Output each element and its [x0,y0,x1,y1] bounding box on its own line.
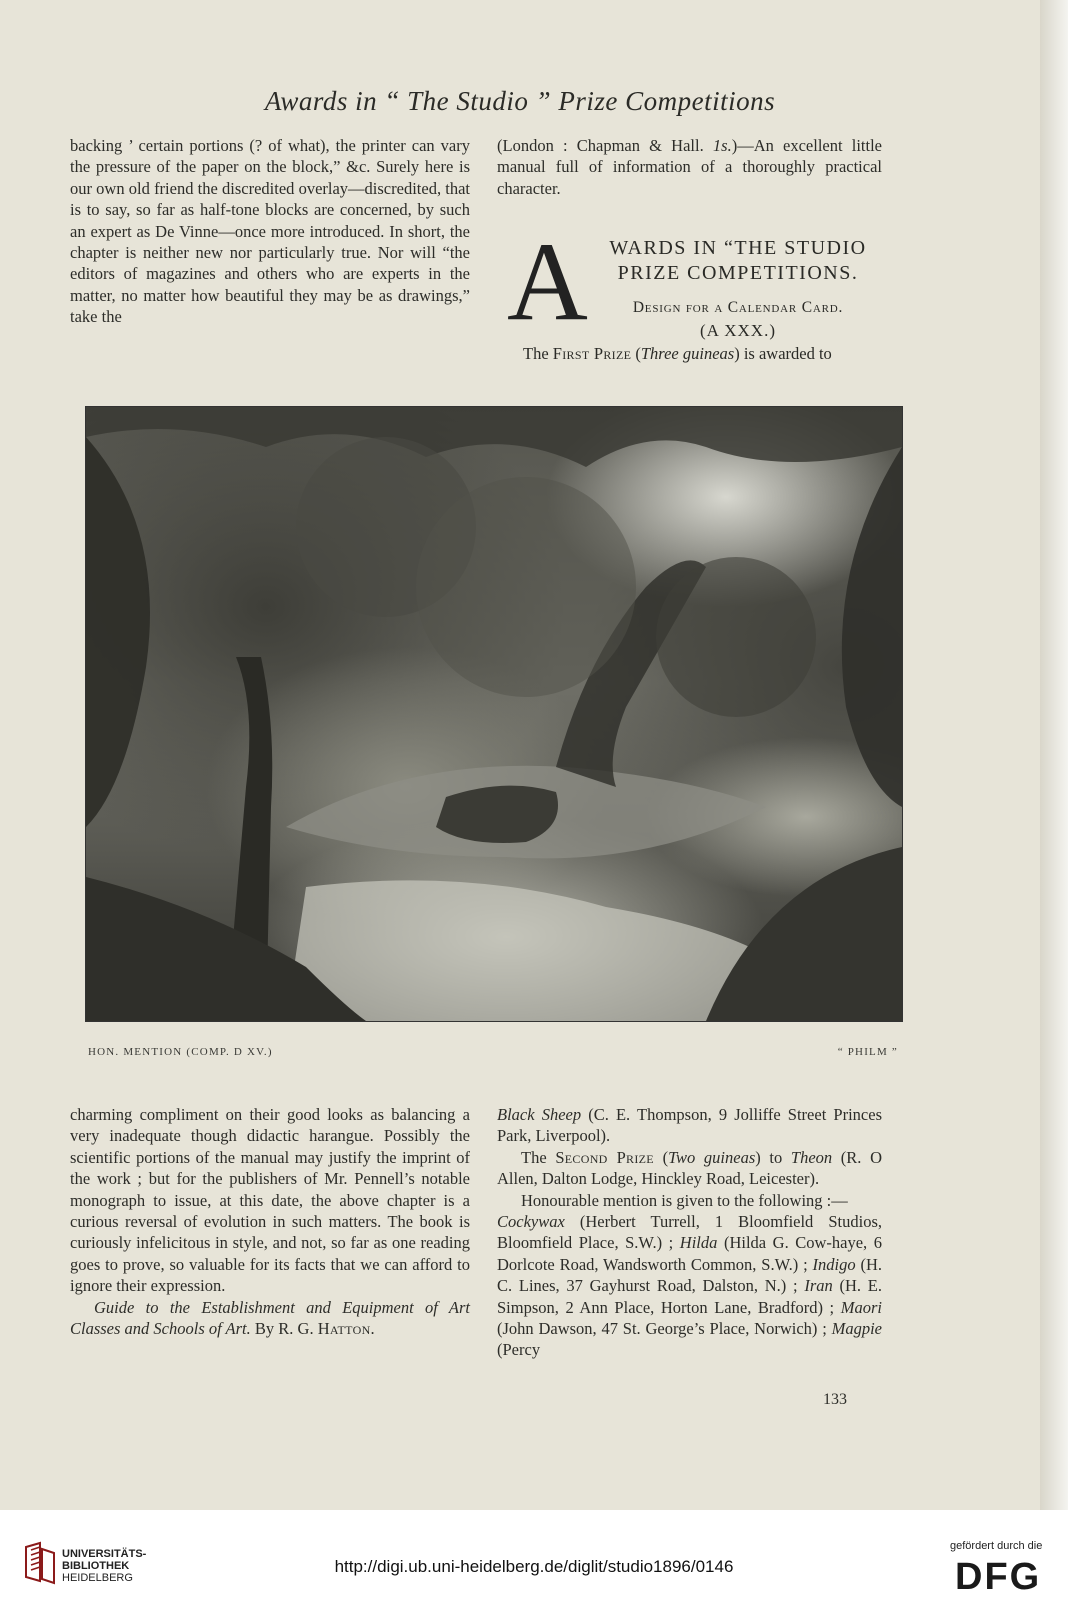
landscape-photograph [85,406,903,1022]
paragraph: charming compliment on their good looks as balancing a very inadequate though didactic harangue. Possibly the scientific portions of the manual may justify the imprint of the work ; but for the publishers of Mr. Pennell’s notable monograph to issue, at this date, the above chapter is a curious reversal of evolution in such matters. The book is curiously infelicitous in style, and not, so far as one reading goes to prove, so valuable for its facts that we can afford to ignore their expression. [70,1105,470,1296]
right-column-bottom [497,1104,882,1361]
library-name: UNIVERSITÄTS- BIBLIOTHEK HEIDELBERG [62,1548,147,1584]
mention-intro: Honourable mention is given to the following :— [521,1190,848,1210]
dfg-logo: DFG [955,1556,1042,1598]
left-column-top [70,135,470,328]
competition-title: Design for a Calendar Card. [632,299,844,316]
sponsor-label: gefördert durch die [950,1540,1043,1552]
section-heading [507,220,892,346]
book-entry: Guide to the Establishment and Equipment of Art Classes and Schools of Art. By R. G. Hatton. [70,1297,470,1339]
page-number: 133 [823,1391,847,1408]
paragraph: (London : Chapman & Hall. 1s.)—An excellent little manual full of information of a thoroughly practical character. [497,136,883,198]
heading-line: WARDS IN “THE STUDIO [609,237,867,259]
running-head: Awards in “ The Studio ” Prize Competitions [264,86,776,116]
drop-cap: A [507,220,588,344]
page-edge-shadow [1040,0,1068,1615]
left-column-bottom [70,1104,470,1339]
competition-code: (A XXX.) [700,321,776,340]
mention-list: Cockywax (Herbert Turrell, 1 Bloomfield Studios, Bloomfield Place, S.W.) ; Hilda (Hilda G. Cow-haye, 6 Dorlcote Road, Wandsworth Common, S.W.) ; Indigo (H. C. Lines, 37 Gayhurst Road, Dalston, N.) ; Iran (H. E. Simpson, 2 Ann Place, Horton Lane, Bradford) ; Maori (John Dawson, 47 St. George’s Place, Norwich) ; Magpie (Percy [497,1212,882,1360]
second-prize-paragraph: The Second Prize (Two guineas) to Theon (R. O Allen, Dalton Lodge, Hinckley Road, Leicester). [497,1147,882,1189]
photo-pseudonym: “ PHILM ” [837,1046,898,1058]
paragraph: Black Sheep (C. E. Thompson, 9 Jolliffe Street Princes Park, Liverpool). [497,1105,882,1146]
right-column-top [497,135,882,199]
photo-caption: HON. MENTION (COMP. D XV.) [88,1046,273,1058]
first-prize-line: The First Prize (Three guineas) is awarded to [523,344,832,363]
paragraph: backing ’ certain portions (? of what), the printer can vary the pressure of the paper on the block,” &c. Surely here is our own old friend the discredited overlay—discredited, that is to say, so far as half-tone blocks are concerned, by such an expert as De Vinne—once more introduced. In short, the chapter is neither new nor particularly true. Nor will “the editors of magazines and others who are experts in the matter, no matter how beautiful they may be as drawings,” take the [70,136,470,327]
source-url-link[interactable]: http://digi.ub.uni-heidelberg.de/diglit/studio1896/0146 [334,1557,734,1576]
photo-illustration [86,407,902,1021]
heading-line: PRIZE COMPETITIONS. [617,262,859,284]
